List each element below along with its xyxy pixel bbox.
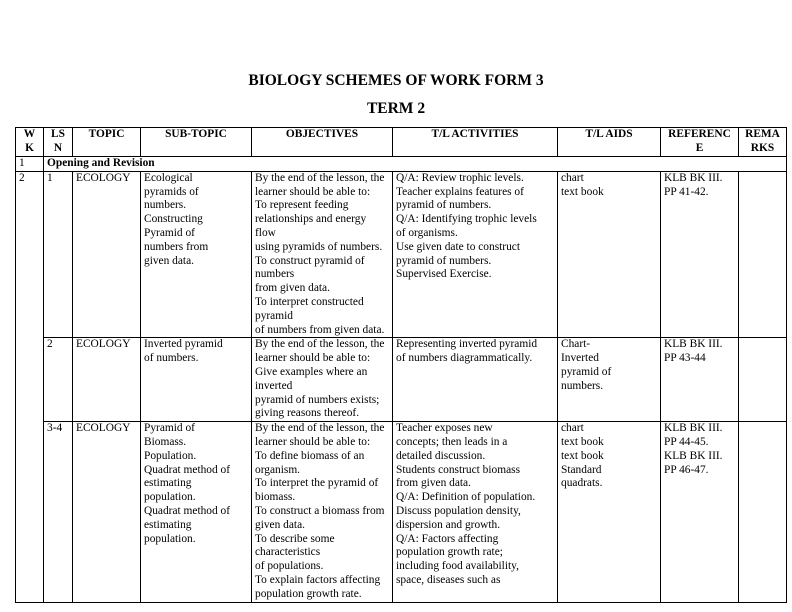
header-aids: T/L AIDS xyxy=(558,128,661,157)
reference-cell: KLB BK III. PP 43-44 xyxy=(661,338,739,422)
topic-cell: ECOLOGY xyxy=(73,422,141,602)
objectives-cell: By the end of the lesson, the learner should be able to: To represent feeding relationships and energy flow using pyramids of numbers. To construct pyramid of numbers from given data. To interpret constructed pyramid of numbers from given data. xyxy=(252,171,393,338)
header-topic: TOPIC xyxy=(73,128,141,157)
activities-cell: Representing inverted pyramid of numbers diagrammatically. xyxy=(393,338,558,422)
activities-cell: Q/A: Review trophic levels. Teacher explains features of pyramid of numbers. Q/A: Identifying trophic levels of organisms. Use given date to construct pyramid of numbers. Supervised Exercise. xyxy=(393,171,558,338)
table-row xyxy=(16,338,787,422)
reference-cell: KLB BK III. PP 41-42. xyxy=(661,171,739,338)
week-cell: 1 xyxy=(16,157,44,172)
remarks-cell xyxy=(739,338,787,422)
document-title: BIOLOGY SCHEMES OF WORK FORM 3 xyxy=(248,72,544,89)
header-lsn: LS N xyxy=(44,128,73,157)
table-row xyxy=(16,422,787,602)
header-activities: T/L ACTIVITIES xyxy=(393,128,558,157)
remarks-cell xyxy=(739,422,787,602)
subtopic-cell: Inverted pyramid of numbers. xyxy=(141,338,252,422)
week-cell: 2 xyxy=(16,171,44,602)
lesson-cell: 2 xyxy=(44,338,73,422)
aids-cell: chart text book text book Standard quadrats. xyxy=(558,422,661,602)
opening-text: Opening and Revision xyxy=(44,157,787,172)
objectives-cell: By the end of the lesson, the learner should be able to: To define biomass of an organism. To interpret the pyramid of biomass. To construct a biomass from given data. To describe some characteristics of populations. To explain factors affecting population growth rate. xyxy=(252,422,393,602)
subtopic-cell: Ecological pyramids of numbers. Constructing Pyramid of numbers from given data. xyxy=(141,171,252,338)
header-subtopic: SUB-TOPIC xyxy=(141,128,252,157)
schemes-table xyxy=(15,127,787,603)
remarks-cell xyxy=(739,171,787,338)
lesson-cell: 3-4 xyxy=(44,422,73,602)
aids-cell: Chart- Inverted pyramid of numbers. xyxy=(558,338,661,422)
topic-cell: ECOLOGY xyxy=(73,171,141,338)
header-row xyxy=(16,128,787,157)
header-wk: W K xyxy=(16,128,44,157)
activities-cell: Teacher exposes new concepts; then leads in a detailed discussion. Students construct biomass from given data. Q/A: Definition of population. Discuss population density, dispersion and growth. Q/A: Factors affecting population growth rate; including food availability, space, diseases such as xyxy=(393,422,558,602)
lesson-cell: 1 xyxy=(44,171,73,338)
opening-row xyxy=(16,157,787,172)
header-remarks: REMA RKS xyxy=(739,128,787,157)
reference-cell: KLB BK III. PP 44-45. KLB BK III. PP 46-47. xyxy=(661,422,739,602)
term-heading: TERM 2 xyxy=(366,100,426,117)
topic-cell: ECOLOGY xyxy=(73,338,141,422)
objectives-cell: By the end of the lesson, the learner should be able to: Give examples where an inverted pyramid of numbers exists; giving reasons thereof. xyxy=(252,338,393,422)
header-reference: REFERENC E xyxy=(661,128,739,157)
subtopic-cell: Pyramid of Biomass. Population. Quadrat method of estimating population. Quadrat method of estimating population. xyxy=(141,422,252,602)
header-objectives: OBJECTIVES xyxy=(252,128,393,157)
aids-cell: chart text book xyxy=(558,171,661,338)
table-row xyxy=(16,171,787,338)
